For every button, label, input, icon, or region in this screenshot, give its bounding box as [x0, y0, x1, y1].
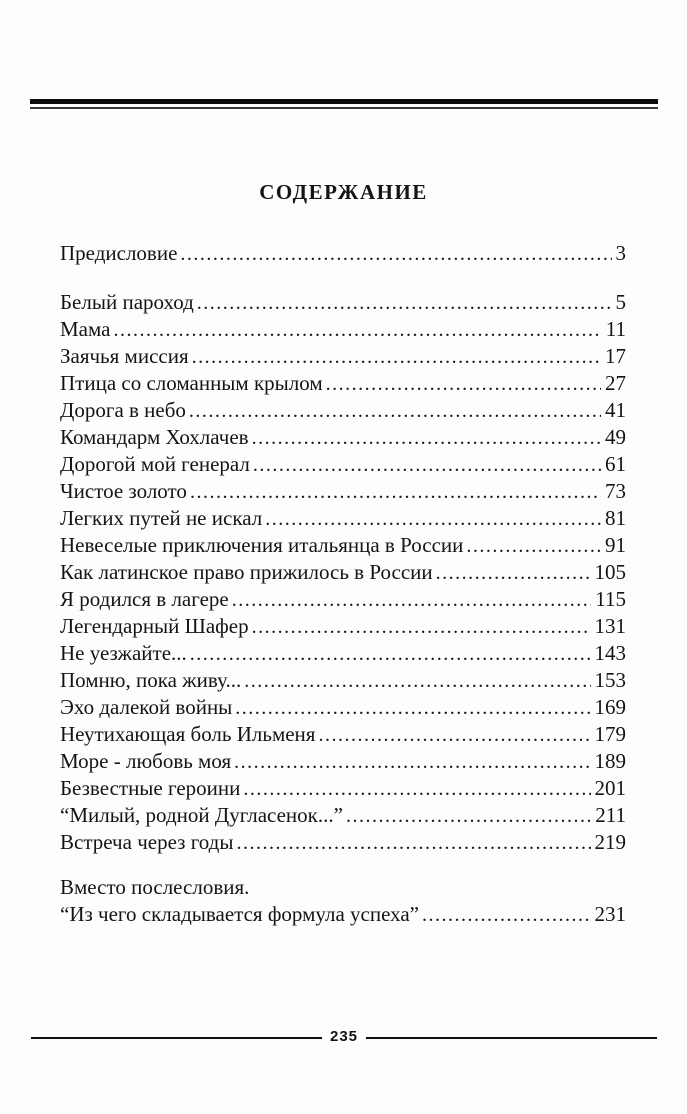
- toc-entry-list: [60, 289, 626, 856]
- afterword-block: [60, 874, 626, 928]
- toc-entry-page: 27: [605, 371, 626, 395]
- toc-entry-title: Птица со сломанным крылом: [60, 371, 323, 395]
- toc-entry-page: 131: [594, 614, 626, 638]
- toc-entry-title: Белый пароход: [60, 290, 194, 314]
- footer-rule-left: [31, 1037, 322, 1039]
- afterword-line1: Вместо послесловия.: [60, 875, 250, 899]
- toc-entry-title: Эхо далекой войны: [60, 695, 233, 719]
- toc-entry-page: 41: [605, 398, 626, 422]
- footer-rule-right: [366, 1037, 657, 1039]
- toc-entry: [60, 586, 626, 613]
- toc-entry-title: Я родился в лагере: [60, 587, 229, 611]
- toc-dot-leader: [192, 343, 601, 371]
- top-double-rule: [30, 99, 658, 109]
- toc-entry-page: 17: [605, 344, 626, 368]
- toc-dot-leader: [234, 748, 590, 776]
- toc-entry-title: Невеселые приключения итальянца в России: [60, 533, 464, 557]
- toc-entry: [60, 505, 626, 532]
- toc-entry: [60, 613, 626, 640]
- toc-dot-leader: [466, 532, 601, 560]
- toc-entry-title: Предисловие: [60, 241, 178, 265]
- toc-entry-title: Помню, пока живу...: [60, 668, 242, 692]
- toc-dot-leader: [252, 613, 591, 641]
- toc-dot-leader: [180, 240, 611, 268]
- toc-entry: [60, 802, 626, 829]
- toc-entry: [60, 532, 626, 559]
- toc-entry: [60, 829, 626, 856]
- toc-entry-page: 5: [615, 290, 626, 314]
- toc-entry-title: Легендарный Шафер: [60, 614, 249, 638]
- toc-entry: [60, 559, 626, 586]
- toc-dot-leader: [236, 829, 590, 857]
- toc-dot-leader: [113, 316, 601, 344]
- toc-entry: [60, 640, 626, 667]
- toc-entry-title: “Из чего складывается формула успеха”: [60, 902, 419, 926]
- toc-entry-title: Легких путей не искал: [60, 506, 263, 530]
- toc-entry-page: 115: [595, 587, 626, 611]
- toc-entry: [60, 424, 626, 451]
- table-of-contents: [60, 240, 626, 928]
- toc-entry-page: 179: [594, 722, 626, 746]
- toc-entry-page: 143: [594, 641, 626, 665]
- page-title: СОДЕРЖАНИЕ: [259, 180, 428, 204]
- toc-dot-leader: [244, 667, 590, 695]
- toc-entry: [60, 748, 626, 775]
- toc-entry-title: Море - любовь моя: [60, 749, 232, 773]
- page-footer: [31, 1030, 657, 1045]
- toc-preface-row: [60, 240, 626, 267]
- toc-entry-page: 211: [595, 803, 626, 827]
- toc-entry-page: 73: [605, 479, 626, 503]
- toc-dot-leader: [235, 694, 590, 722]
- top-rule-thick: [30, 99, 658, 104]
- toc-entry-page: 61: [605, 452, 626, 476]
- toc-entry-page: 189: [594, 749, 626, 773]
- toc-entry-title: Как латинское право прижилось в России: [60, 560, 433, 584]
- toc-entry-page: 231: [594, 902, 626, 926]
- toc-entry-title: “Милый, родной Дугласенок...”: [60, 803, 343, 827]
- toc-entry-title: Мама: [60, 317, 111, 341]
- toc-entry-page: 105: [594, 560, 626, 584]
- toc-entry: [60, 451, 626, 478]
- toc-entry-title: Не уезжайте...: [60, 641, 187, 665]
- toc-entry-page: 201: [594, 776, 626, 800]
- toc-dot-leader: [190, 640, 591, 668]
- toc-entry: [60, 370, 626, 397]
- toc-entry-title: Неутихающая боль Ильменя: [60, 722, 316, 746]
- toc-dot-leader: [197, 289, 612, 317]
- toc-dot-leader: [346, 802, 591, 830]
- toc-entry-title: Дорога в небо: [60, 398, 186, 422]
- footer-page-number: 235: [329, 1028, 359, 1045]
- toc-entry-page: 91: [605, 533, 626, 557]
- toc-entry: [60, 694, 626, 721]
- toc-dot-leader: [189, 397, 601, 425]
- toc-entry: [60, 721, 626, 748]
- toc-dot-leader: [190, 478, 601, 506]
- toc-entry: [60, 343, 626, 370]
- toc-entry: [60, 667, 626, 694]
- toc-dot-leader: [253, 451, 601, 479]
- toc-dot-leader: [252, 424, 601, 452]
- toc-dot-leader: [436, 559, 591, 587]
- toc-entry-page: 81: [605, 506, 626, 530]
- top-rule-thin: [30, 107, 658, 109]
- toc-entry-title: Командарм Хохлачев: [60, 425, 249, 449]
- toc-entry: [60, 316, 626, 343]
- toc-entry-page: 153: [594, 668, 626, 692]
- toc-dot-leader: [422, 901, 591, 929]
- toc-dot-leader: [265, 505, 601, 533]
- toc-dot-leader: [318, 721, 590, 749]
- toc-entry: [60, 478, 626, 505]
- toc-entry-title: Дорогой мой генерал: [60, 452, 250, 476]
- toc-dot-leader: [232, 586, 592, 614]
- toc-entry-page: 11: [605, 317, 626, 341]
- toc-dot-leader: [326, 370, 601, 398]
- toc-entry-page: 169: [594, 695, 626, 719]
- toc-entry-page: 49: [605, 425, 626, 449]
- toc-dot-leader: [243, 775, 590, 803]
- toc-entry-title: Чистое золото: [60, 479, 187, 503]
- toc-entry-title: Безвестные героини: [60, 776, 241, 800]
- toc-entry: [60, 289, 626, 316]
- toc-entry-page: 219: [594, 830, 626, 854]
- toc-entry: [60, 775, 626, 802]
- toc-entry-page: 3: [615, 241, 626, 265]
- toc-entry: [60, 397, 626, 424]
- toc-entry-title: Встреча через годы: [60, 830, 234, 854]
- toc-entry-title: Заячья миссия: [60, 344, 189, 368]
- afterword-row: [60, 901, 626, 928]
